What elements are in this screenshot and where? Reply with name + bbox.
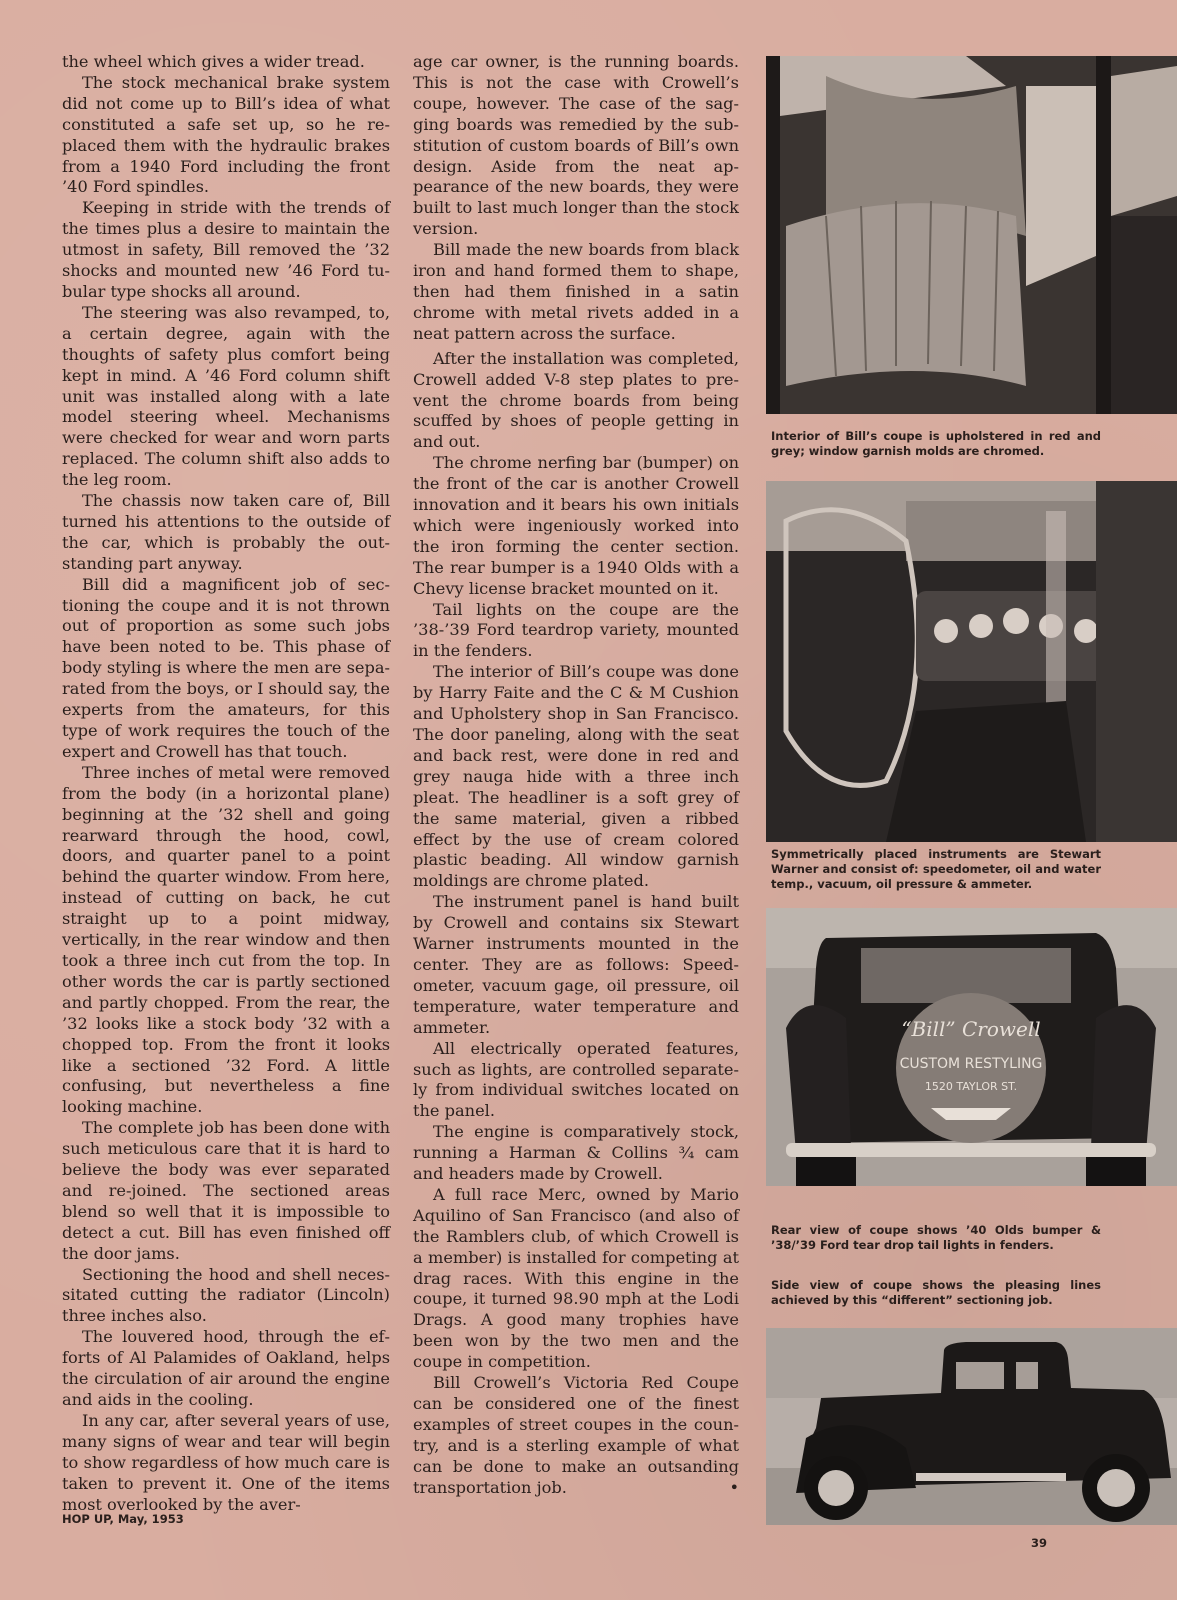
paragraph: The chassis now taken care of, Bill turned his attentions to the outside of the car, which is probably the outstanding part anyway. [62, 491, 390, 573]
caption-interior: Interior of Bill’s coupe is upholstered in red and grey; window garnish molds are chromed. [771, 429, 1101, 458]
article-column-middle [413, 52, 739, 1499]
photo-dashboard-instruments [766, 481, 1177, 842]
paragraph: The complete job has been done with such meticulous care that it is hard to believe the body was ever separated and re-joined. The sectioned areas blend so well that it is impossible to detect a cut. Bill has even finished off the door jams. [62, 1118, 390, 1263]
paragraph-final-text: Bill Crowell’s Victoria Red Coupe can be considered one of the finest examples of street coupes in the country, and is a sterling example of what can be done to make an outsanding transportation job. [413, 1373, 739, 1497]
caption-dashboard: Symmetrically placed instruments are Stewart Warner and consist of: speedometer, oil and water temp., vacuum, oil pressure & ammeter. [771, 847, 1101, 891]
magazine-folio: HOP UP, May, 1953 [62, 1512, 184, 1526]
paragraph: Bill made the new boards from black iron and hand formed them to shape, then had them finished in a satin chrome with metal rivets added in a neat pattern across the surface. [413, 240, 739, 343]
paragraph: Bill did a magnificent job of sectioning the coupe and it is not thrown out of proportion as some such jobs have been noted to be. This phase of body styling is where the men are separated from the boys, or I should say, the experts from the amateurs, for this type of work requires the touch of the expert and Crowell has that touch. [62, 574, 390, 761]
caption-side-view: Side view of coupe shows the pleasing lines achieved by this “different” sectioning job. [771, 1278, 1101, 1307]
paragraph: Three inches of metal were removed from the body (in a horizontal plane) beginning at the ’32 shell and going rearward through the hood, cowl, doors, and quarter panel to a point behind the quarter window. From here, instead of cutting on back, he cut straight up to a point midway, vertically, in the rear window and then took a three inch cut from the top. In other words the car is partly sectioned and partly chopped. From the rear, the ’32 looks like a stock body ’32 with a chopped top. From the front it looks like a sectioned ’32 Ford. A little confusing, but nevertheless a fine looking machine. [62, 762, 390, 1117]
caption-rear-view: Rear view of coupe shows ’40 Olds bumper & ’38/’39 Ford tear drop tail lights in fenders. [771, 1223, 1101, 1252]
paragraph: Keeping in stride with the trends of the times plus a desire to maintain the utmost in safety, Bill removed the ’32 shocks and mounted new ’46 Ford tubular type shocks all around. [62, 198, 390, 301]
paragraph: the wheel which gives a wider tread. [62, 52, 365, 71]
article-column-left [62, 52, 390, 1515]
end-mark: • [729, 1477, 739, 1497]
paragraph: age car owner, is the running boards. This is not the case with Crowell’s coupe, however. The case of the sagging boards was remedied by the substitution of custom boards of Bill’s own design. Aside from the neat appearance of the new boards, they were built to last much longer than the stock version. [413, 52, 739, 239]
photo-side-view [766, 1328, 1177, 1525]
paragraph: The engine is comparatively stock, running a Harman & Collins ¾ cam and headers made by Crowell. [413, 1122, 739, 1184]
rear-photo-illustration [766, 908, 1177, 1186]
paragraph: All electrically operated features, such as lights, are controlled separately from individual switches located on the panel. [413, 1038, 739, 1121]
tire-cover-address: 1520 TAYLOR ST. [924, 1080, 1018, 1093]
tire-cover-business: CUSTOM RESTYLING [899, 1056, 1043, 1072]
paragraph: The instrument panel is hand built by Crowell and contains six Stewart Warner instruments mounted in the center. They are as follows: Speedometer, vacuum gage, oil pressure, oil temperature, water temperature and ammeter. [413, 892, 739, 1037]
interior-photo-illustration [766, 56, 1177, 414]
page-number: 39 [1031, 1536, 1048, 1550]
paragraph: The chrome nerfing bar (bumper) on the front of the car is another Crowell innovation and it bears his own initials which were ingeniously worked into the iron forming the center section. The rear bumper is a 1940 Olds with a Chevy license bracket mounted on it. [413, 453, 739, 598]
side-photo-illustration [766, 1328, 1177, 1525]
paragraph: A full race Merc, owned by Mario Aquilino of San Francisco (and also of the Ramblers club, of which Crowell is a member) is installed for competing at drag races. With this engine in the coupe, it turned 98.90 mph at the Lodi Drags. A good many trophies have been won by the two men and the coupe in competition. [413, 1184, 739, 1372]
paragraph: In any car, after several years of use, many signs of wear and tear will begin to show regardless of how much care is taken to prevent it. One of the items most overlooked by the aver- [62, 1410, 390, 1514]
paragraph: The interior of Bill’s coupe was done by Harry Faite and the C & M Cushion and Upholstery shop in San Francisco. The door paneling, along with the seat and back rest, were done in red and grey nauga hide with a three inch pleat. The headliner is a soft grey of the same material, given a ribbed effect by the use of cream colored plastic beading. All window garnish moldings are chrome plated. [413, 662, 739, 891]
photo-rear-view [766, 908, 1177, 1186]
paragraph: The steering was also revamped, to, a certain degree, again with the thoughts of safety plus comfort being kept in mind. A ’46 Ford column shift unit was installed along with a late model steering wheel. Mechanisms were checked for wear and worn parts replaced. The column shift also adds to the leg room. [62, 302, 390, 490]
paragraph: Tail lights on the coupe are the ’38-’39 Ford teardrop variety, mounted in the fenders. [413, 599, 739, 661]
tire-cover-name: “Bill” Crowell [901, 1017, 1041, 1041]
paragraph-final [413, 1373, 739, 1498]
paragraph: Sectioning the hood and shell necessitated cutting the radiator (Lincoln) three inches also. [62, 1264, 390, 1326]
photo-interior-seat [766, 56, 1177, 414]
paragraph: The stock mechanical brake system did not come up to Bill’s idea of what constituted a safe set up, so he replaced them with the hydraulic brakes from a 1940 Ford including the front ’40 Ford spindles. [62, 72, 390, 197]
paragraph: The louvered hood, through the efforts of Al Palamides of Oakland, helps the circulation of air around the engine and aids in the cooling. [62, 1327, 390, 1409]
paragraph: After the installation was completed, Crowell added V-8 step plates to prevent the chrome boards from being scuffed by shoes of people getting in and out. [413, 348, 739, 452]
dash-photo-illustration [766, 481, 1177, 842]
